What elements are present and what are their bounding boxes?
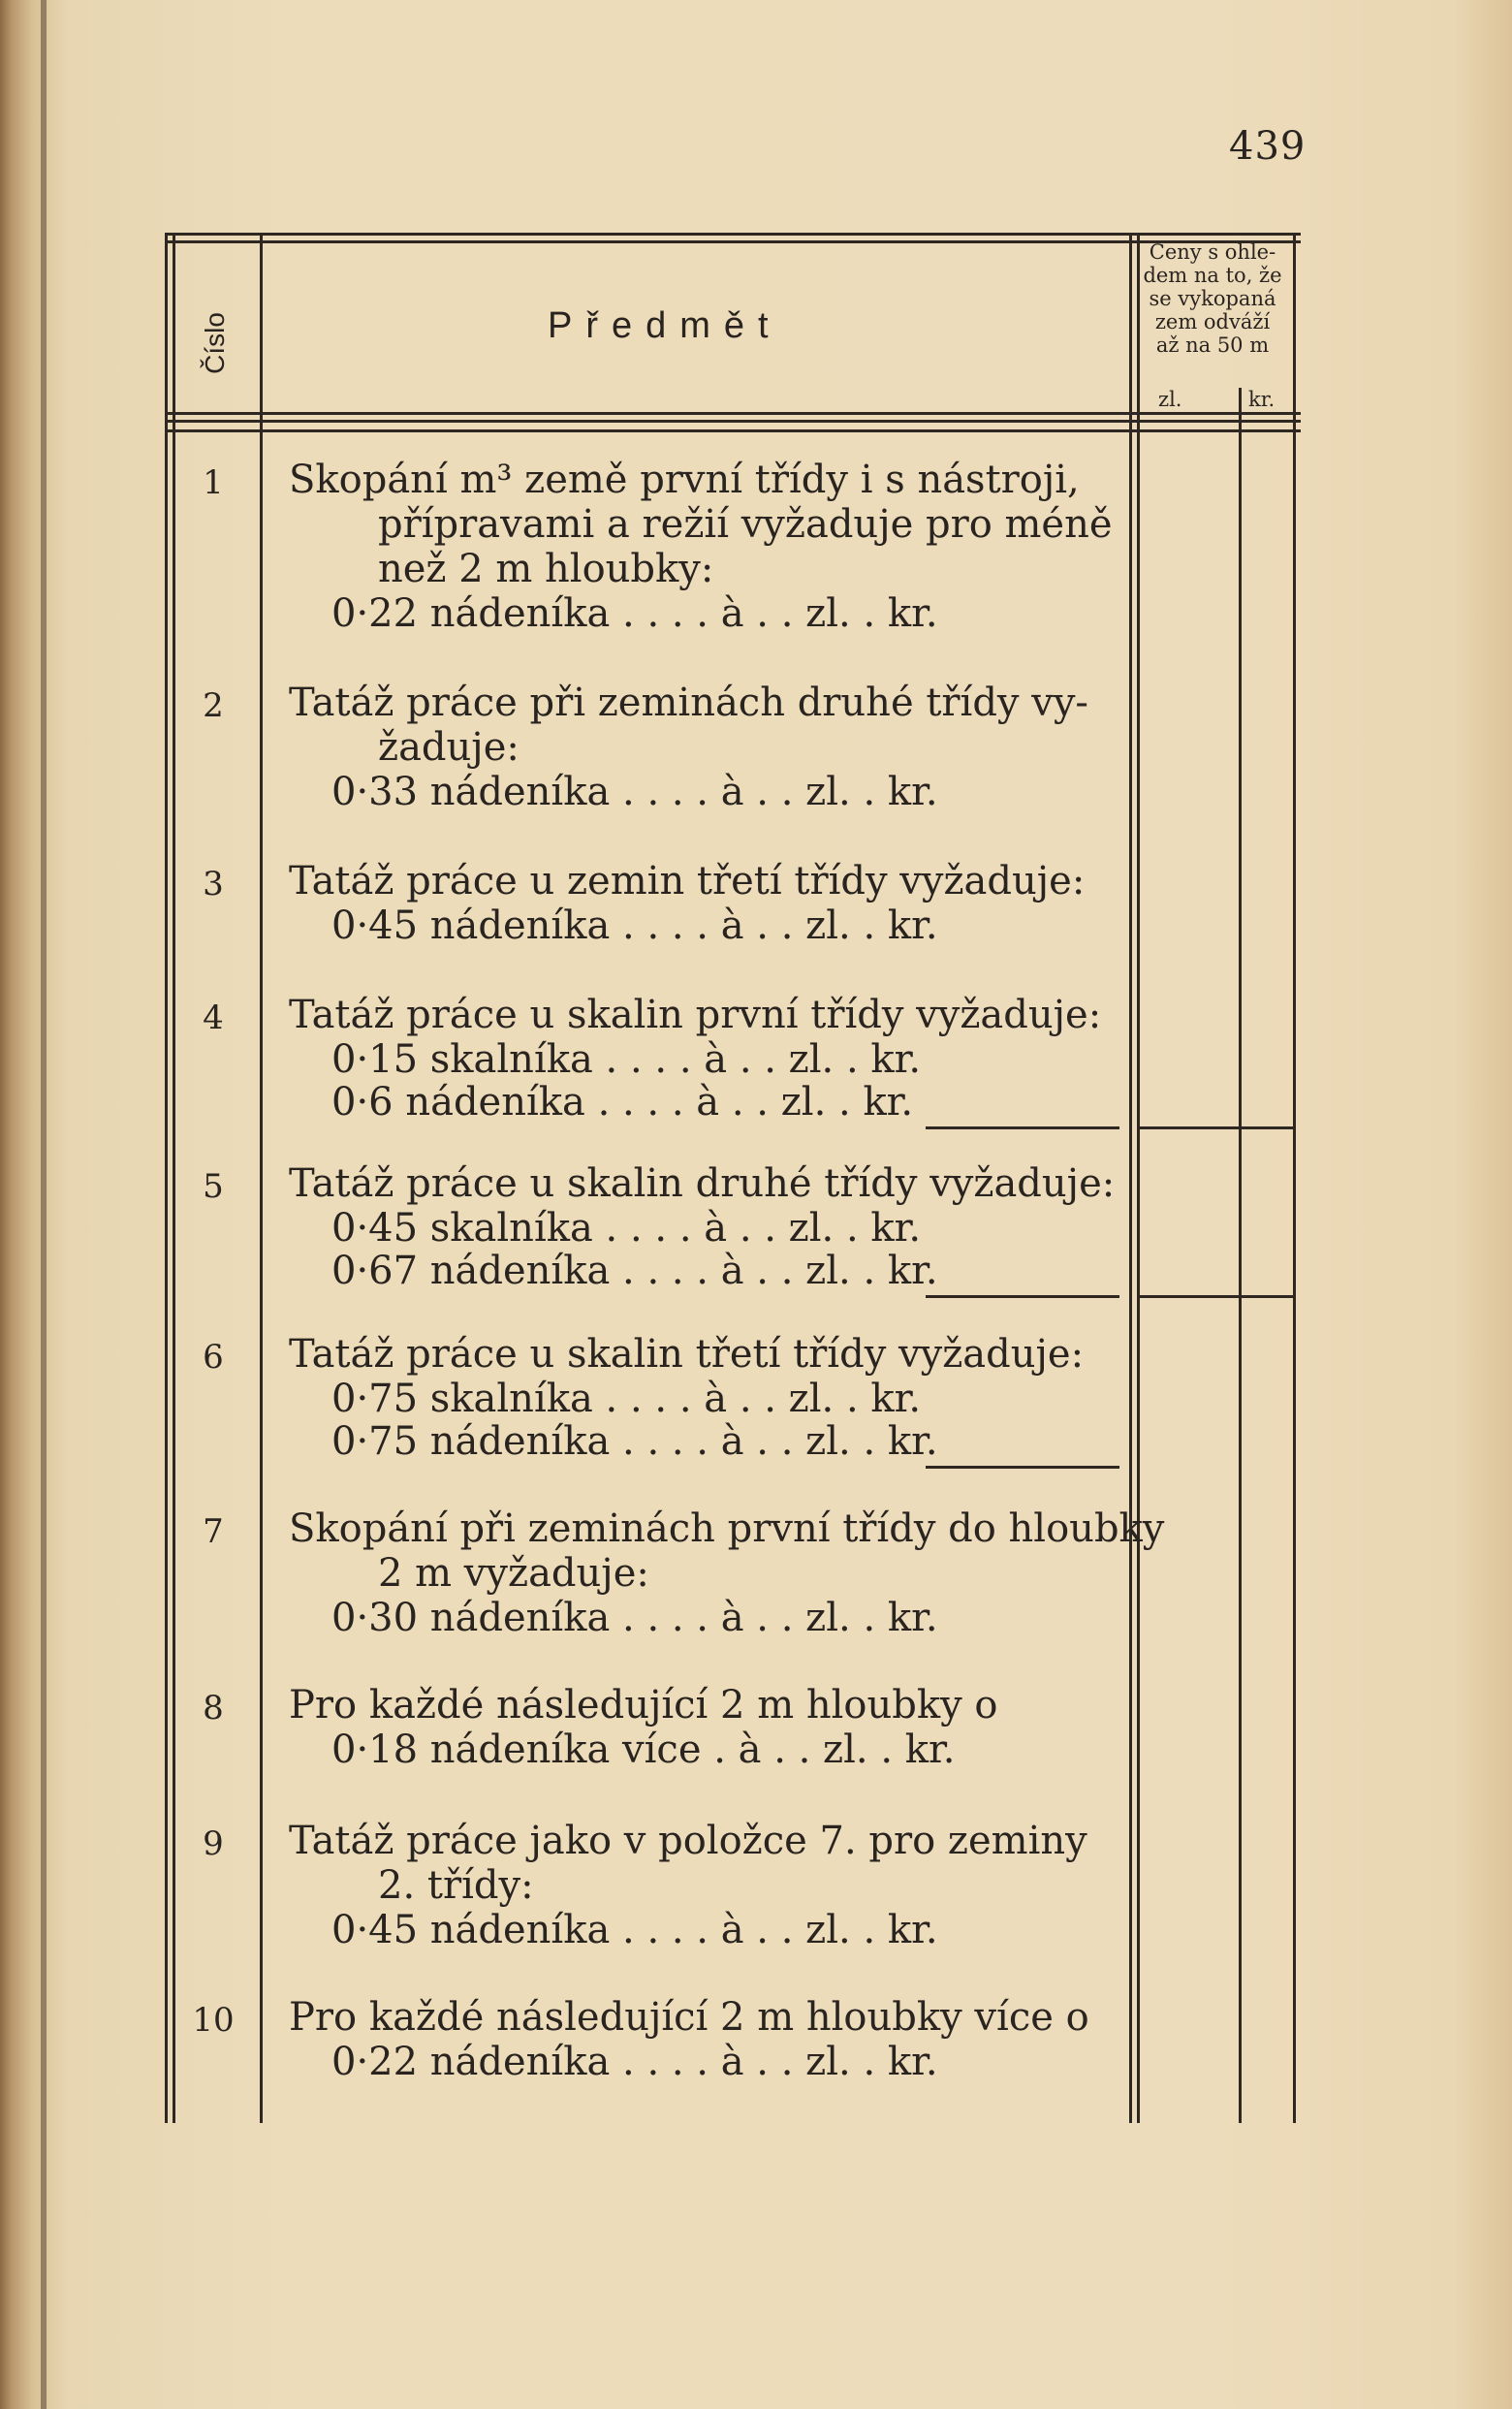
row-item: 0·15 skalníka . . . . à . . zl. . kr. [331,1037,922,1082]
row-number: 9 [203,1824,224,1863]
header-prices-line: zem odváží [1154,310,1271,333]
header-cislo-label: Číslo [200,312,230,374]
header-zl: zl. [1158,388,1182,411]
row-item: 0·45 nádeníka . . . . à . . zl. . kr. [331,903,938,948]
row-item: 0·22 nádeníka . . . . à . . zl. . kr. [331,591,938,636]
row-text: Tatáž práce při zeminách druhé třídy vy- [289,681,1088,725]
row-text: žaduje: [378,725,520,770]
price-rule [1137,1295,1293,1298]
row-item: 0·18 nádeníka více . à . . zl. . kr. [331,1728,956,1772]
cislo-column-rule [260,233,263,2123]
row-text: Skopání při zeminách první třídy do hloubky [289,1506,1165,1551]
price-rule [1137,1126,1293,1129]
row-item: 0·30 nádeníka . . . . à . . zl. . kr. [331,1596,938,1640]
row-text: Tatáž práce u skalin třetí třídy vyžaduje: [289,1332,1085,1377]
row-text: 2 m vyžaduje: [378,1551,649,1596]
header-prices-line: Ceny s ohle- [1149,240,1276,264]
table-frame [165,233,1301,2123]
row-text: 2. třídy: [378,1863,534,1908]
row-number: 6 [203,1338,224,1377]
row-text: přípravami a režií vyžaduje pro méně [378,502,1113,547]
row-text: Tatáž práce u skalin první třídy vyžaduje: [289,993,1102,1037]
row-text: Tatáž práce u skalin druhé třídy vyžaduje: [289,1161,1116,1206]
row-text: Pro každé následující 2 m hloubky o [289,1683,998,1728]
sum-rule [926,1295,1119,1298]
row-number: 1 [203,463,224,502]
row-item: 0·6 nádeníka . . . . à . . zl. . kr. [331,1080,914,1125]
row-text: než 2 m hloubky: [378,547,714,591]
header-bottom-rule-left [165,412,1129,415]
row-number: 4 [203,998,224,1037]
header-prices-line: se vykopaná [1149,287,1276,310]
row-text: Pro každé následující 2 m hloubky více o [289,1995,1089,2040]
sum-rule [926,1466,1119,1469]
row-number: 5 [203,1167,224,1206]
header-kr: kr. [1248,388,1276,411]
header-prices-line: až na 50 m [1155,333,1270,357]
price-subheader-rule [1129,412,1301,415]
row-number: 10 [192,2001,235,2040]
row-number: 3 [203,865,224,903]
header-predmet: Předmět [548,305,782,346]
row-item: 0·45 nádeníka . . . . à . . zl. . kr. [331,1908,938,1952]
zl-kr-divider-rule [1239,388,1242,2123]
row-text: Skopání m³ země první třídy i s nástroji, [289,458,1080,502]
row-item: 0·33 nádeníka . . . . à . . zl. . kr. [331,770,938,814]
row-text: Tatáž práce jako v položce 7. pro zeminy [289,1819,1087,1863]
price-column-rule [1129,233,1132,2123]
page-number: 439 [1229,124,1307,169]
row-item: 0·45 skalníka . . . . à . . zl. . kr. [331,1206,922,1251]
header-prices [1129,240,1296,357]
row-number: 2 [203,686,224,725]
row-item: 0·22 nádeníka . . . . à . . zl. . kr. [331,2040,938,2084]
price-column-rule-inner [1137,233,1140,2123]
table-left-rule [165,233,168,2123]
row-item: 0·75 nádeníka . . . . à . . zl. . kr. [331,1419,938,1464]
row-item: 0·67 nádeníka . . . . à . . zl. . kr. [331,1249,938,1293]
header-prices-line: dem na to, že [1143,264,1282,287]
row-number: 7 [203,1512,224,1551]
sum-rule [926,1126,1119,1129]
book-spine-shadow [41,0,47,2409]
row-item: 0·75 skalníka . . . . à . . zl. . kr. [331,1377,922,1421]
row-text: Tatáž práce u zemin třetí třídy vyžaduje: [289,859,1086,903]
table-right-rule [1293,233,1296,2123]
header-cislo [184,291,242,407]
row-number: 8 [203,1689,224,1728]
